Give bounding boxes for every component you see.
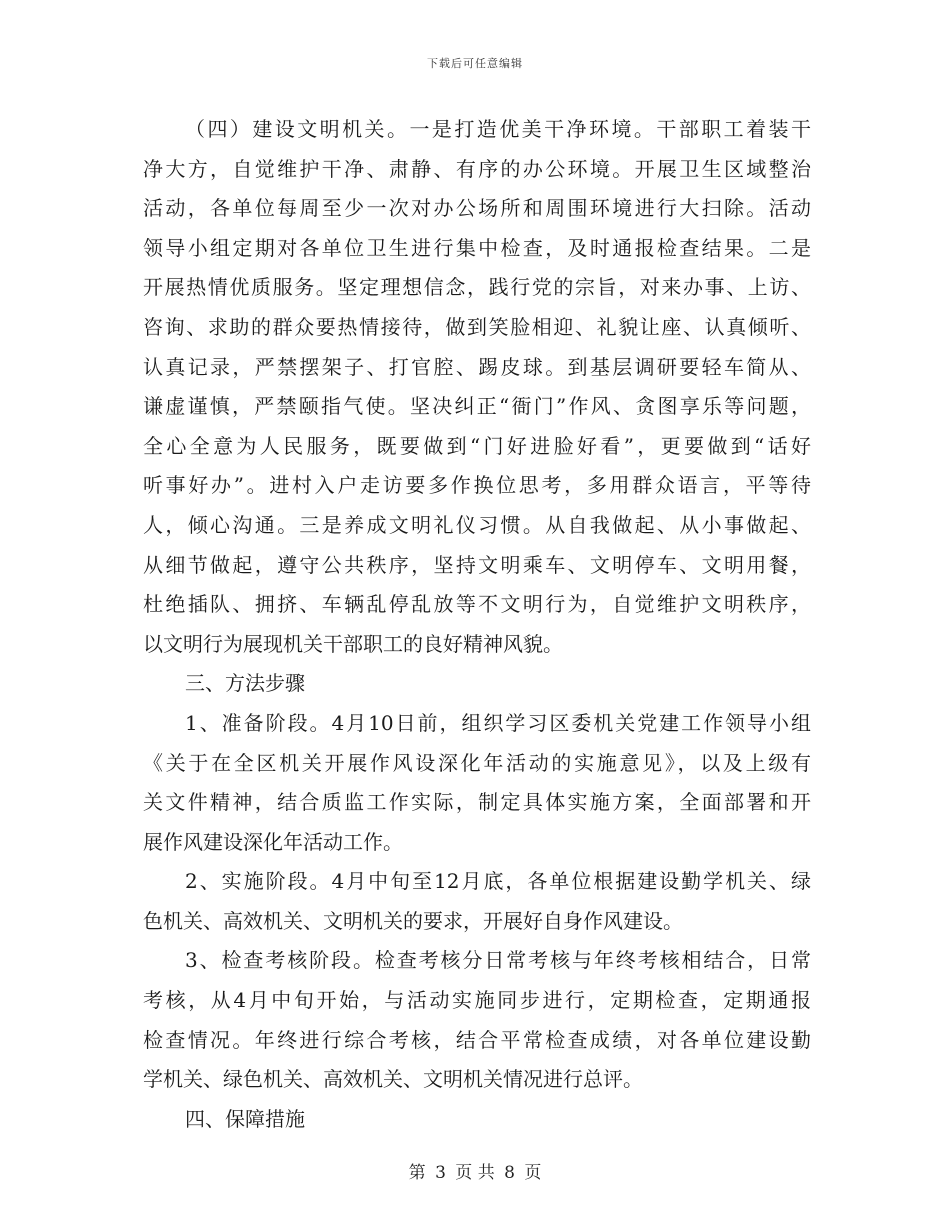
text-line: 1、准备阶段。4月10日前，组织学习区委机关党建工作领导小组 bbox=[185, 710, 811, 735]
text-line: 考核，从4月中旬开始，与活动实施同步进行，定期检查，定期通报 bbox=[143, 988, 811, 1013]
text-line: 杜绝插队、拥挤、车辆乱停乱放等不文明行为，自觉维护文明秩序， bbox=[143, 592, 811, 617]
text-line: 领导小组定期对各单位卫生进行集中检查，及时通报检查结果。二是 bbox=[143, 235, 811, 260]
text-line: 开展热情优质服务。坚定理想信念，践行党的宗旨，对来办事、上访、 bbox=[143, 275, 811, 300]
text-line: 学机关、绿色机关、高效机关、文明机关情况进行总评。 bbox=[143, 1067, 643, 1092]
footer-current-page: 3 bbox=[435, 1163, 446, 1183]
section-heading: 四、保障措施 bbox=[185, 1106, 305, 1131]
text-line: 色机关、高效机关、文明机关的要求，开展好自身作风建设。 bbox=[143, 908, 683, 933]
document-body bbox=[143, 110, 811, 1139]
text-line: 从细节做起，遵守公共秩序，坚持文明乘车、文明停车、文明用餐， bbox=[143, 552, 811, 577]
section-heading: 三、方法步骤 bbox=[185, 671, 305, 696]
text-line: 咨询、求助的群众要热情接待，做到笑脸相迎、礼貌让座、认真倾听、 bbox=[143, 314, 811, 339]
footer-middle: 页 共 bbox=[455, 1163, 495, 1183]
paragraph bbox=[143, 110, 811, 664]
text-line: 2、实施阶段。4月中旬至12月底，各单位根据建设勤学机关、绿 bbox=[185, 869, 811, 894]
text-line: 全心全意为人民服务，既要做到“门好进脸好看”，更要做到“话好 bbox=[143, 433, 811, 458]
text-line: 关文件精神，结合质监工作实际，制定具体实施方案，全面部署和开 bbox=[143, 790, 811, 815]
text-line: 展作风建设深化年活动工作。 bbox=[143, 829, 403, 854]
text-line: 《关于在全区机关开展作风设深化年活动的实施意见》，以及上级有 bbox=[143, 750, 811, 775]
text-line: 以文明行为展现机关干部职工的良好精神风貌。 bbox=[143, 631, 563, 656]
footer-total-pages: 8 bbox=[504, 1163, 515, 1183]
header-note: 下载后可任意编辑 bbox=[427, 57, 523, 70]
text-line: 听事好办”。进村入户走访要多作换位思考，多用群众语言，平等待 bbox=[143, 473, 811, 498]
paragraph bbox=[143, 862, 811, 941]
text-line: 谦虚谨慎，严禁颐指气使。坚决纠正“衙门”作风、贪图享乐等问题， bbox=[143, 394, 811, 419]
text-line: 净大方，自觉维护干净、肃静、有序的办公环境。开展卫生区域整治 bbox=[143, 156, 811, 181]
text-line: 认真记录，严禁摆架子、打官腔、踢皮球。到基层调研要轻车简从、 bbox=[143, 354, 811, 379]
text-line: 活动，各单位每周至少一次对办公场所和周围环境进行大扫除。活动 bbox=[143, 196, 811, 221]
footer-prefix: 第 bbox=[408, 1163, 426, 1183]
text-line: 检查情况。年终进行综合考核，结合平常检查成绩，对各单位建设勤 bbox=[143, 1027, 811, 1052]
paragraph bbox=[143, 704, 811, 862]
paragraph bbox=[143, 941, 811, 1099]
page-number-footer bbox=[0, 1158, 950, 1183]
footer-suffix: 页 bbox=[524, 1163, 542, 1183]
text-line: 3、检查考核阶段。检查考核分日常考核与年终考核相结合，日常 bbox=[185, 948, 811, 973]
text-line: （四）建设文明机关。一是打造优美干净环境。干部职工着装干 bbox=[185, 117, 811, 141]
text-line: 人，倾心沟通。三是养成文明礼仪习惯。从自我做起、从小事做起、 bbox=[143, 512, 811, 537]
